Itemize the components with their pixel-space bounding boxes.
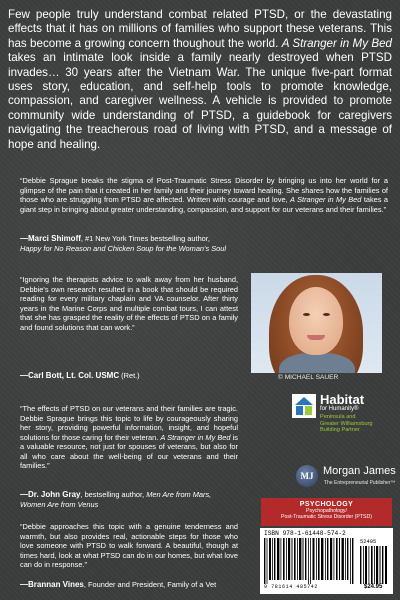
barcode-number: 9 781614 485742	[264, 584, 319, 590]
quote-vines: “Debbie approaches this topic with a genuine tenderness and warmth, but also provides real, actionable steps for those who love someone with PTSD to walk forward. A beautiful, though at times hard, look at what PTSD can do in our homes, but what love can do in response.”	[20, 522, 238, 569]
publisher-logo-icon: MJ	[296, 465, 318, 487]
quote-gray: “The effects of PTSD on our veterans and their families are tragic. Debbie Sprague brings this topic to life by courageously sharing her story, providing powerful information, insight, and hopeful solutions for those caring for their veteran. A Stranger in My Bed is a valuable resource, not just for spouses of veterans, but also for all who care about the well-being of our veterans and their families.”	[20, 404, 238, 470]
isbn: ISBN 978-1-61448-574-2	[264, 530, 346, 537]
attribution-bott: —Carl Bott, Lt. Col. USMC (Ret.)	[20, 371, 140, 380]
publisher-name: Morgan James	[323, 465, 396, 477]
category-box	[261, 498, 392, 526]
publisher-tagline: The Entrepreneurial Publisher™	[324, 480, 396, 486]
habitat-affiliate: Peninsula and Greater Williamsburg Building Partner	[320, 414, 373, 434]
attribution-shimoff: —Marci Shimoff, #1 New York Times bestselling author, Happy for No Reason and Chicken Soup for the Woman's Soul	[20, 234, 226, 253]
author-photo	[251, 273, 382, 373]
attribution-vines: —Brannan Vines, Founder and President, Family of a Vet	[20, 580, 217, 589]
quote-bott: “Ignoring the therapists advice to walk away from her husband, Debbie's own research resulted in a book that should be required reading for every military chaplain and VA counselor. After thirty years in the Marine Corps and multiple combat tours, I can attest that she has grasped the reality of the effects of PTSD on a family and found solutions that can work.”	[20, 275, 238, 332]
book-title-italic: A Stranger in My Bed	[281, 36, 393, 50]
category-sub2: Post-Traumatic Stress Disorder (PTSD)	[281, 514, 372, 521]
category-sub1: Psychopathology/	[306, 508, 347, 514]
attribution-gray: —Dr. John Gray, bestselling author, Men Are from Mars, Women Are from Venus	[20, 490, 212, 509]
habitat-name: Habitat	[320, 392, 365, 407]
habitat-logo	[292, 392, 392, 436]
quote-shimoff: “Debbie Sprague breaks the stigma of Post-Traumatic Stress Disorder by bringing us into her world for a glimpse of the pain that it created in her family and their journey toward healing. She shares how the families of those who are struggling from PTSD are affected. Written with courage and love, A Stranger in My Bed takes a giant step in bringing about greater understanding, compassion, and support for our veterans and their families.”	[20, 176, 388, 214]
habitat-sub: for Humanity®	[320, 406, 359, 412]
price: $24.95	[364, 584, 383, 590]
photo-credit: © MICHAEL SAUER	[278, 374, 339, 381]
barcode-addon: 52495	[360, 539, 377, 545]
category-title: PSYCHOLOGY	[299, 501, 354, 508]
barcode-box	[260, 528, 393, 594]
book-description: Few people truly understand combat related PTSD, or the devastating effects that it has on millions of families who support these veterans. This has become a growing concern thoughout the world. A Stranger in My Bed takes an intimate look inside a family nearly destroyed when PTSD invades… 30 years after the Vietnam War. The unique five-part format uses story, education, and self-help tools to promote knowledge, compassion, and caregiver wellness. A vehicle is provided to promote community wide understanding of PTSD, a guidebook for caregivers navigating the treacherous road of living with PTSD, and a message of hope and healing.	[8, 8, 393, 151]
habitat-house-icon	[292, 394, 316, 418]
